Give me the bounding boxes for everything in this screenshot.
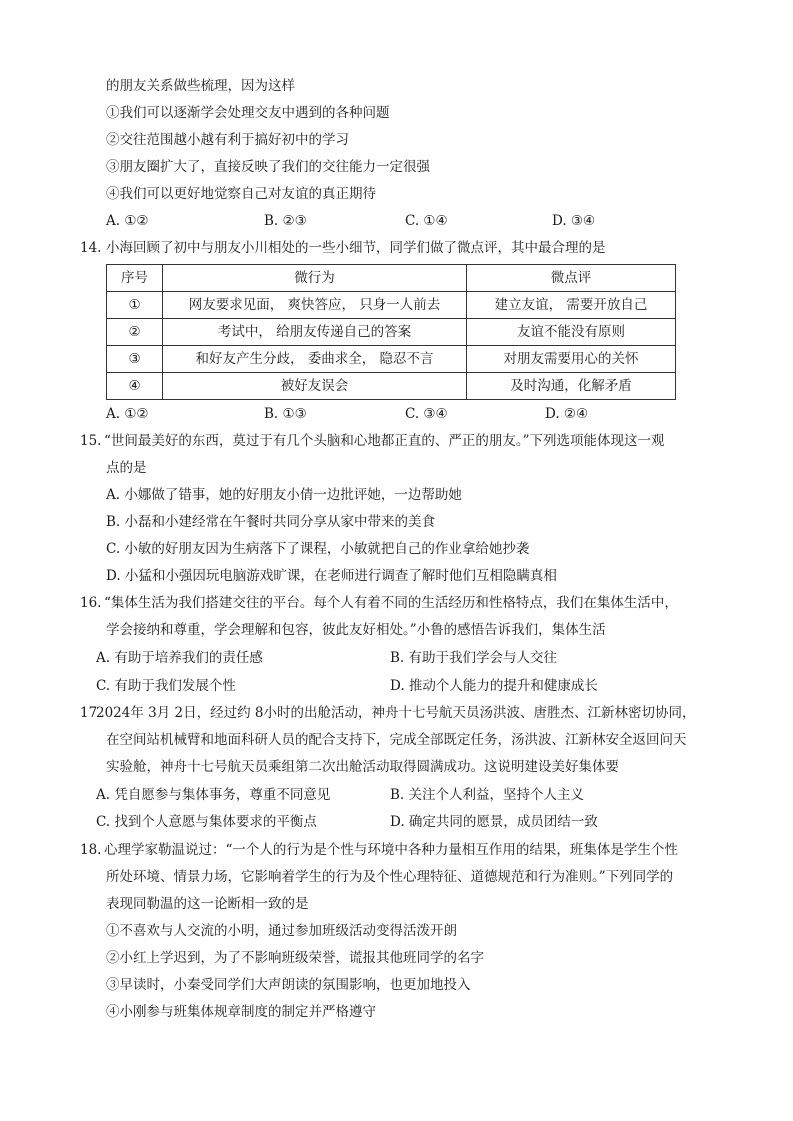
q18-item-3: ③早读时，小秦受同学们大声朗读的氛围影响，也更加地投入 bbox=[106, 977, 471, 993]
table-cell-index: ① bbox=[107, 292, 163, 319]
q13-item-2: ②交往范围越小越有利于搞好初中的学习 bbox=[106, 132, 349, 148]
q14-option-a: A. ①② bbox=[106, 406, 149, 422]
q15-option-a: A. 小娜做了错事，她的好朋友小倩一边批评她，一边帮助她 bbox=[106, 487, 462, 503]
table-header-comment: 微点评 bbox=[467, 265, 676, 292]
q17-number: 17 bbox=[80, 705, 98, 721]
q14-stem: 小海回顾了初中与朋友小川相处的一些小细节，同学们做了微点评，其中最合理的是 bbox=[106, 240, 606, 256]
q13-item-1: ①我们可以逐渐学会处理交友中遇到的各种问题 bbox=[106, 105, 390, 121]
q13-option-a: A. ①② bbox=[106, 213, 149, 229]
q17-stem-line-1: 2024年 3月 2日，经过约 8小时的出舱活动，神舟十七号航天员汤洪波、唐胜杰、江新林密切协同， bbox=[96, 705, 696, 721]
table-cell-behavior: 被好友误会 bbox=[163, 373, 467, 400]
table-cell-index: ④ bbox=[107, 373, 163, 400]
q15-number: 15. bbox=[80, 433, 102, 449]
q16-stem-line-1: “集体生活为我们搭建交往的平台。每个人有着不同的生活经历和性格特点，我们在集体生活中， bbox=[104, 595, 678, 611]
q16-option-d: D. 推动个人能力的提升和健康成长 bbox=[390, 678, 598, 694]
table-cell-behavior: 网友要求见面， 爽快答应， 只身一人前去 bbox=[163, 292, 467, 319]
q17-option-b: B. 关注个人利益，坚持个人主义 bbox=[390, 787, 585, 803]
q13-item-3: ③朋友圈扩大了，直接反映了我们的交往能力一定很强 bbox=[106, 159, 430, 175]
q15-option-c: C. 小敏的好朋友因为生病落下了课程，小敏就把自己的作业拿给她抄袭 bbox=[106, 541, 530, 557]
q16-stem-line-2: 学会接纳和尊重，学会理解和包容，彼此友好相处。”小鲁的感悟告诉我们，集体生活 bbox=[106, 622, 606, 638]
table-row bbox=[107, 292, 676, 319]
table-header-behavior: 微行为 bbox=[163, 265, 467, 292]
table-cell-comment: 友谊不能没有原则 bbox=[467, 319, 676, 346]
q17-option-d: D. 确定共同的愿景，成员团结一致 bbox=[390, 814, 598, 830]
q16-number: 16. bbox=[80, 595, 102, 611]
q16-option-b: B. 有助于我们学会与人交往 bbox=[390, 650, 558, 666]
table-cell-comment: 对朋友需要用心的关怀 bbox=[467, 346, 676, 373]
table-cell-comment: 建立友谊， 需要开放自己 bbox=[467, 292, 676, 319]
q13-option-c: C. ①④ bbox=[405, 213, 448, 229]
q15-stem-line-2: 点的是 bbox=[106, 460, 147, 476]
table-header-index: 序号 bbox=[107, 265, 163, 292]
table-cell-behavior: 考试中， 给朋友传递自己的答案 bbox=[163, 319, 467, 346]
q18-stem-line-1: 心理学家勒温说过：“一个人的行为是个性与环境中各种力量相互作用的结果，班集体是学生个性 bbox=[104, 842, 678, 858]
q14-option-d: D. ②④ bbox=[545, 406, 589, 422]
q17-option-c: C. 找到个人意愿与集体要求的平衡点 bbox=[96, 814, 317, 830]
q16-option-a: A. 有助于培养我们的责任感 bbox=[96, 650, 263, 666]
table-cell-comment: 及时沟通，化解矛盾 bbox=[467, 373, 676, 400]
q16-option-c: C. 有助于我们发展个性 bbox=[96, 678, 236, 694]
table-cell-behavior: 和好友产生分歧， 委曲求全， 隐忍不言 bbox=[163, 346, 467, 373]
q13-option-d: D. ③④ bbox=[552, 213, 596, 229]
table-row bbox=[107, 373, 676, 400]
q14-option-b: B. ①③ bbox=[264, 406, 307, 422]
table-row bbox=[107, 319, 676, 346]
q17-stem-line-3: 实验舱，神舟十七号航天员乘组第二次出舱活动取得圆满成功。这说明建设美好集体要 bbox=[106, 759, 619, 775]
q17-stem-line-2: 在空间站机械臂和地面科研人员的配合支持下，完成全部既定任务，汤洪波、江新林安全返回问天 bbox=[106, 732, 687, 748]
q18-item-2: ②小红上学迟到，为了不影响班级荣誉，谎报其他班同学的名字 bbox=[106, 950, 484, 966]
q14-option-c: C. ③④ bbox=[405, 406, 448, 422]
q15-stem-line-1: “世间最美好的东西，莫过于有几个头脑和心地都正直的、严正的朋友。”下列选项能体现这一观 bbox=[104, 433, 665, 449]
q18-number: 18. bbox=[80, 842, 102, 858]
q14-table bbox=[106, 264, 676, 400]
q18-stem-line-2: 所处环境、情景力场，它影响着学生的行为及个性心理特征、道德规范和行为准则。”下列同学的 bbox=[106, 869, 674, 885]
table-row bbox=[107, 346, 676, 373]
q13-option-b: B. ②③ bbox=[264, 213, 307, 229]
table-cell-index: ③ bbox=[107, 346, 163, 373]
q13-item-4: ④我们可以更好地觉察自己对友谊的真正期待 bbox=[106, 186, 376, 202]
q18-item-4: ④小刚参与班集体规章制度的制定并严格遵守 bbox=[106, 1004, 376, 1020]
q15-option-d: D. 小猛和小强因玩电脑游戏旷课，在老师进行调查了解时他们互相隐瞒真相 bbox=[106, 568, 557, 584]
table-cell-index: ② bbox=[107, 319, 163, 346]
q14-number: 14. bbox=[80, 240, 102, 256]
q15-option-b: B. 小磊和小建经常在午餐时共同分享从家中带来的美食 bbox=[106, 514, 436, 530]
q13-stem-tail: 的朋友关系做些梳理，因为这样 bbox=[106, 78, 295, 94]
table-header-row bbox=[107, 265, 676, 292]
q18-stem-line-3: 表现同勒温的这一论断相一致的是 bbox=[106, 896, 309, 912]
q17-option-a: A. 凭自愿参与集体事务，尊重不同意见 bbox=[96, 787, 331, 803]
q18-item-1: ①不喜欢与人交流的小明，通过参加班级活动变得活泼开朗 bbox=[106, 923, 457, 939]
